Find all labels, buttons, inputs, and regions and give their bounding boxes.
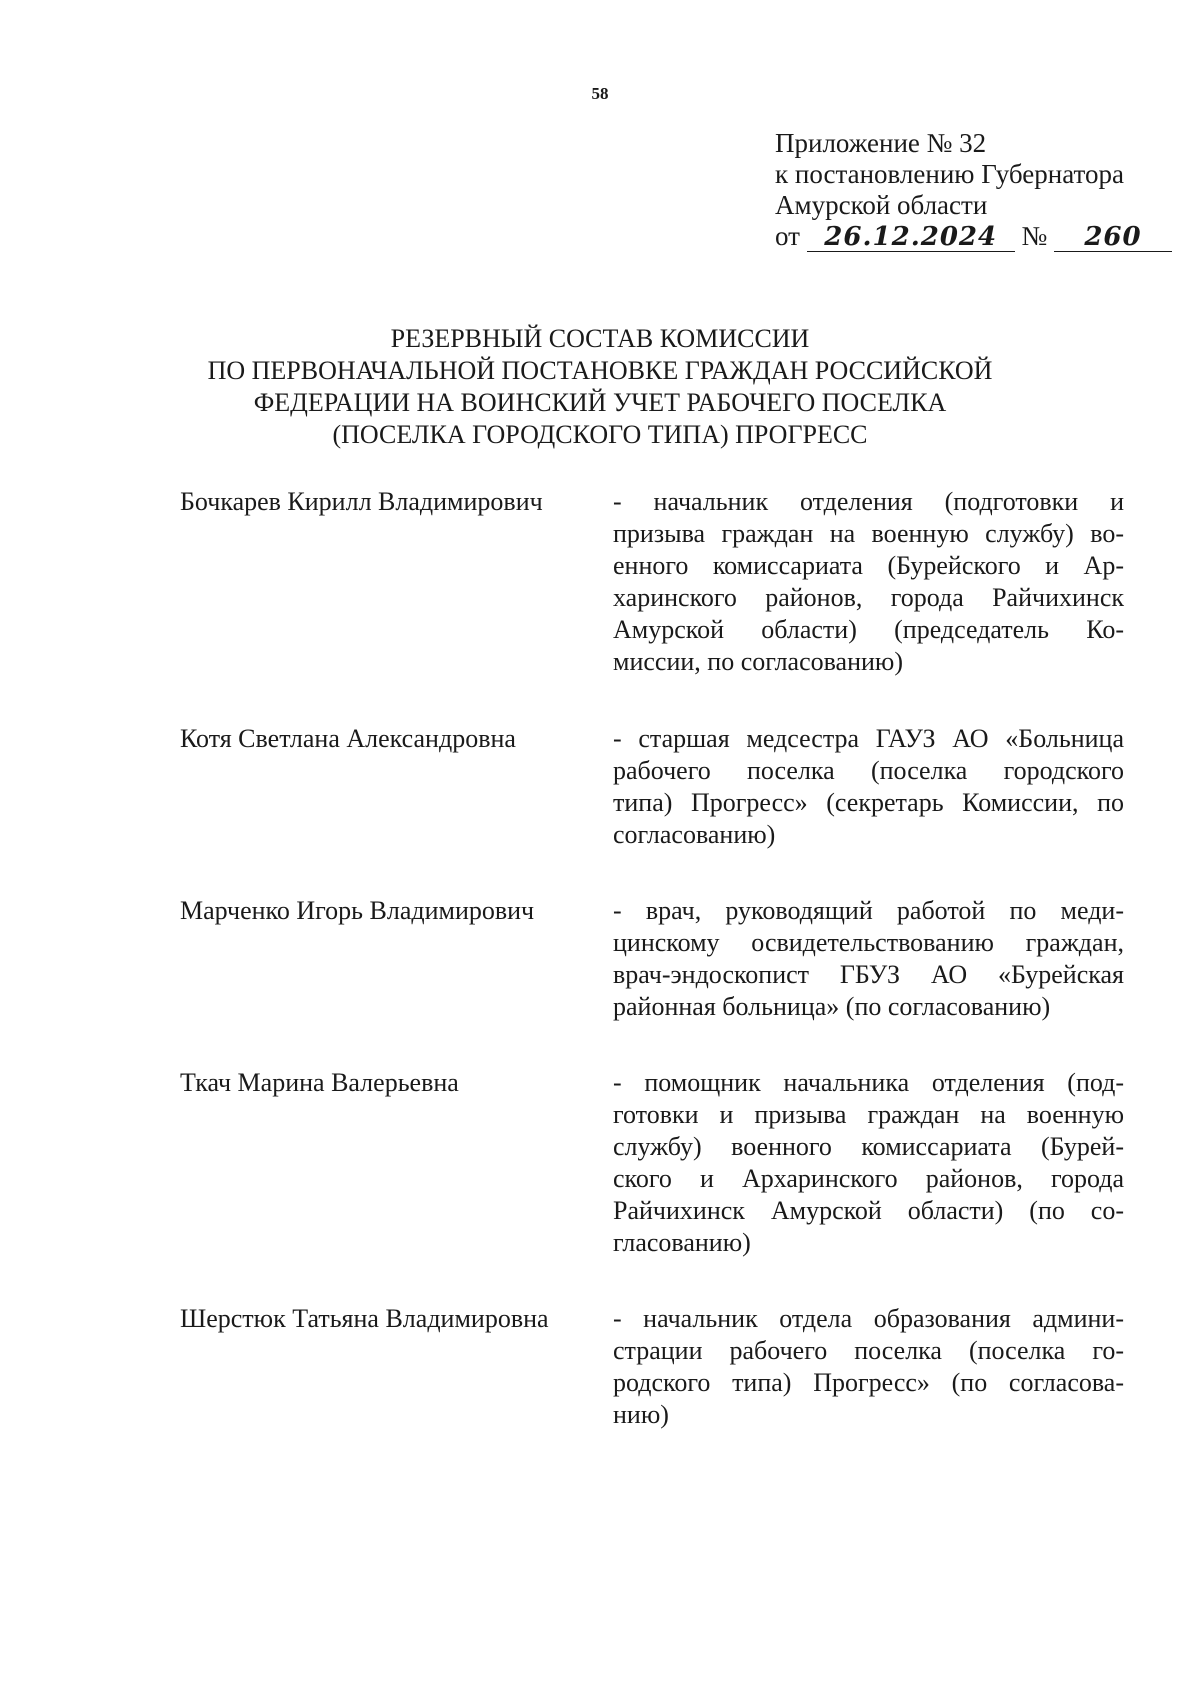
member-role-line: - врач, руководящий работой по меди- [613,896,1124,925]
member-name: Шерстюк Татьяна Владимировна [180,1304,549,1333]
member-role-line: готовки и призыва граждан на военную [613,1100,1124,1129]
member-role-line: - начальник отделения (подготовки и [613,487,1124,516]
member-role-line: службу) военного комиссариата (Бурей- [613,1132,1124,1161]
member-role-line: родского типа) Прогресс» (по согласова- [613,1368,1124,1397]
member-role-line: врач-эндоскопист ГБУЗ АО «Бурейская [613,960,1124,989]
member-role-line: Амурской области) (председатель Ко- [613,615,1124,644]
member-role-line: - старшая медсестра ГАУЗ АО «Больница [613,724,1124,753]
title-line-2: ПО ПЕРВОНАЧАЛЬНОЙ ПОСТАНОВКЕ ГРАЖДАН РОССИЙСКОЙ [207,356,993,385]
member-row [180,895,1124,1023]
member-name: Котя Светлана Александровна [180,724,516,753]
member-role-line: ского и Архаринского районов, города [613,1164,1124,1193]
number-label: № [1021,221,1048,251]
title-line-3: ФЕДЕРАЦИИ НА ВОИНСКИЙ УЧЕТ РАБОЧЕГО ПОСЕЛКА [253,388,947,417]
member-row [180,1303,1124,1431]
member-role-line: харинского районов, города Райчихинск [613,583,1124,612]
document-title [0,323,1200,451]
member-role-line: - начальник отдела образования админи- [613,1304,1124,1333]
member-row [180,723,1124,851]
appendix-reference: к постановлению Губернатора [775,159,1124,189]
member-role-line: Райчихинск Амурской области) (по со- [613,1196,1124,1225]
title-line-1: РЕЗЕРВНЫЙ СОСТАВ КОМИССИИ [390,324,810,353]
appendix-date-line [775,221,1172,252]
handwritten-number: 260 [1054,223,1172,252]
member-role-line: рабочего поселка (поселка городского [613,756,1124,785]
member-name: Ткач Марина Валерьевна [180,1068,459,1097]
title-line-4: (ПОСЕЛКА ГОРОДСКОГО ТИПА) ПРОГРЕСС [332,420,868,449]
member-role-line: енного комиссариата (Бурейского и Ар- [613,551,1124,580]
member-role-line: типа) Прогресс» (секретарь Комиссии, по [613,788,1124,817]
member-name: Марченко Игорь Владимирович [180,896,535,925]
members-list [180,486,1124,1431]
appendix-block [775,128,1172,252]
member-role-line: цинскому освидетельствованию граждан, [613,928,1124,957]
member-row [180,486,1124,678]
handwritten-date: 26.12.2024 [807,223,1015,252]
member-role [613,895,1124,1023]
appendix-title: Приложение № 32 [775,128,987,158]
member-role [613,1067,1124,1259]
member-name: Бочкарев Кирилл Владимирович [180,487,543,516]
appendix-region: Амурской области [775,190,988,220]
member-role-line: миссии, по согласованию) [613,647,904,676]
member-role-line: - помощник начальника отделения (под- [613,1068,1124,1097]
page-number: 58 [591,84,609,103]
from-label: от [775,221,800,251]
member-role-line: согласованию) [613,820,776,849]
member-role-line: призыва граждан на военную службу) во- [613,519,1124,548]
member-role-line: нию) [613,1400,669,1429]
member-role-line: гласованию) [613,1228,751,1257]
member-role-line: районная больница» (по согласованию) [613,992,1051,1021]
member-role [613,1303,1124,1431]
member-row [180,1067,1124,1259]
member-role-line: страции рабочего поселка (поселка го- [613,1336,1124,1365]
member-role [613,723,1124,851]
member-role [613,486,1124,678]
